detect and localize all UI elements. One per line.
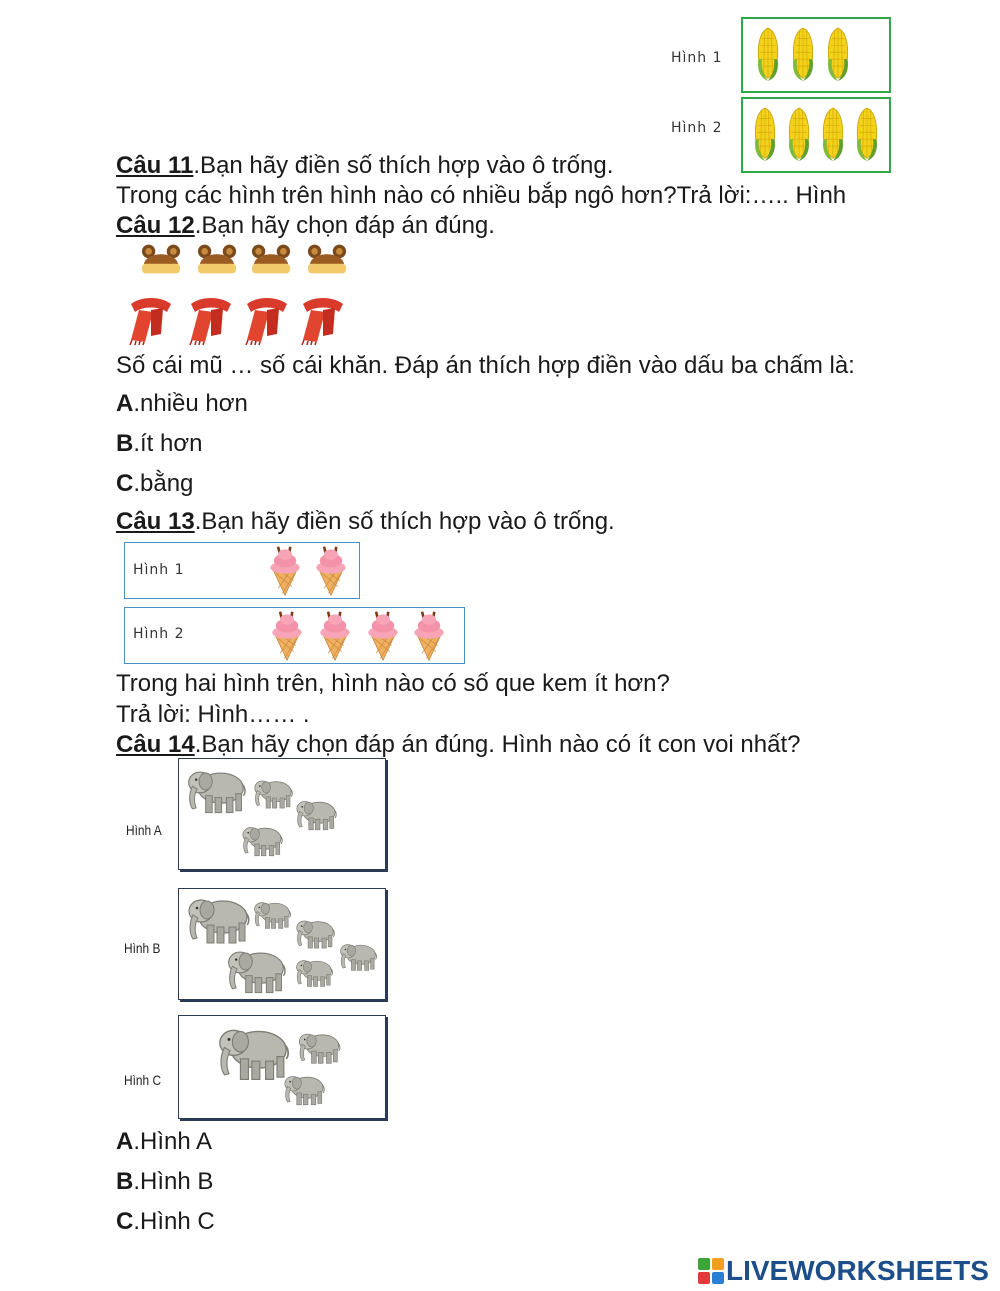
option-letter: C xyxy=(116,470,134,497)
corn-icon xyxy=(854,103,880,165)
liveworksheets-logo-text: LIVEWORKSHEETS xyxy=(726,1255,989,1286)
q11-prompt: .Bạn hãy điền số thích hợp vào ô trống. xyxy=(193,152,614,179)
ice-cream-icon xyxy=(317,610,353,662)
corn-icon xyxy=(755,23,781,85)
ice-cream-icon xyxy=(411,610,447,662)
elephant-icon xyxy=(293,915,337,951)
option-text: .Hình C xyxy=(133,1208,215,1235)
ice-cream-icon xyxy=(365,610,401,662)
option-text: .nhiều hơn xyxy=(133,390,248,417)
q14-number: Câu 14 xyxy=(116,731,195,758)
liveworksheets-logo xyxy=(698,1255,989,1287)
elephant-icon xyxy=(281,1070,327,1108)
elephant-icon xyxy=(337,939,379,973)
hat-icon xyxy=(140,242,182,276)
option-letter: B xyxy=(116,430,134,457)
hat-icon xyxy=(306,242,348,276)
q11-hinh1-box xyxy=(741,17,891,93)
q13-hinh2-label: Hình 2 xyxy=(133,626,185,642)
scarf-icon xyxy=(184,294,236,346)
q14-figure-c xyxy=(178,1015,386,1119)
liveworksheets-logo-icon xyxy=(698,1258,724,1284)
elephant-icon xyxy=(295,1028,343,1066)
q14-figure-b xyxy=(178,888,386,1000)
q12-number: Câu 12 xyxy=(116,212,195,239)
q11-hinh1-label: Hình 1 xyxy=(671,50,723,66)
elephant-icon xyxy=(183,763,249,817)
elephant-icon xyxy=(251,775,295,811)
q12-option-a[interactable] xyxy=(116,390,248,418)
q11-heading xyxy=(116,152,613,180)
q13-hinh2-box xyxy=(124,607,465,664)
q14-option-a[interactable] xyxy=(116,1128,212,1156)
ice-cream-icon xyxy=(269,610,305,662)
scarf-icon xyxy=(296,294,348,346)
option-text: .Hình B xyxy=(133,1168,214,1195)
q14-heading xyxy=(116,731,800,759)
q13-hinh1-label: Hình 1 xyxy=(133,562,185,578)
q13-answer: Trả lời: Hình…… . xyxy=(116,701,310,728)
option-text: .Hình A xyxy=(133,1128,213,1155)
q11-question: Trong các hình trên hình nào có nhiều bắp ngô hơn?Trả lời:….. Hình xyxy=(116,182,847,209)
q13-heading xyxy=(116,508,615,536)
option-letter: A xyxy=(116,1128,134,1155)
option-text: .ít hơn xyxy=(133,430,203,457)
option-letter: C xyxy=(116,1208,134,1235)
corn-icon xyxy=(752,103,778,165)
corn-icon xyxy=(820,103,846,165)
q14-option-b[interactable] xyxy=(116,1168,213,1196)
q13-question: Trong hai hình trên, hình nào có số que kem ít hơn? xyxy=(116,670,670,697)
elephant-icon xyxy=(183,891,253,947)
elephant-icon xyxy=(251,897,293,931)
q12-option-c[interactable] xyxy=(116,470,193,498)
corn-icon xyxy=(786,103,812,165)
q11-hinh2-box xyxy=(741,97,891,173)
scarf-icon xyxy=(124,294,176,346)
elephant-icon xyxy=(293,955,335,989)
q12-prompt: .Bạn hãy chọn đáp án đúng. xyxy=(194,212,495,239)
q11-hinh2-label: Hình 2 xyxy=(671,120,723,136)
corn-icon xyxy=(825,23,851,85)
option-letter: A xyxy=(116,390,134,417)
q12-heading xyxy=(116,212,495,240)
ice-cream-icon xyxy=(313,545,349,597)
q13-hinh1-box xyxy=(124,542,360,599)
option-letter: B xyxy=(116,1168,134,1195)
q12-option-b[interactable] xyxy=(116,430,202,458)
q14-label-a: Hình A xyxy=(126,822,162,838)
q14-figure-a xyxy=(178,758,386,870)
q14-label-c: Hình C xyxy=(124,1072,162,1088)
corn-icon xyxy=(790,23,816,85)
hat-icon xyxy=(196,242,238,276)
q13-number: Câu 13 xyxy=(116,508,195,535)
hat-icon xyxy=(250,242,292,276)
elephant-icon xyxy=(293,795,339,833)
option-text: .bằng xyxy=(133,470,194,497)
q11-number: Câu 11 xyxy=(116,152,194,179)
q13-prompt: .Bạn hãy điền số thích hợp vào ô trống. xyxy=(194,508,615,535)
elephant-icon xyxy=(223,943,289,997)
ice-cream-icon xyxy=(267,545,303,597)
q14-option-c[interactable] xyxy=(116,1208,215,1236)
q12-question: Số cái mũ … số cái khăn. Đáp án thích hợp điền vào dấu ba chấm là: xyxy=(116,352,855,379)
q14-prompt: .Bạn hãy chọn đáp án đúng. Hình nào có ít con voi nhất? xyxy=(194,731,801,758)
q14-label-b: Hình B xyxy=(124,940,161,956)
scarf-icon xyxy=(240,294,292,346)
elephant-icon xyxy=(239,821,285,859)
